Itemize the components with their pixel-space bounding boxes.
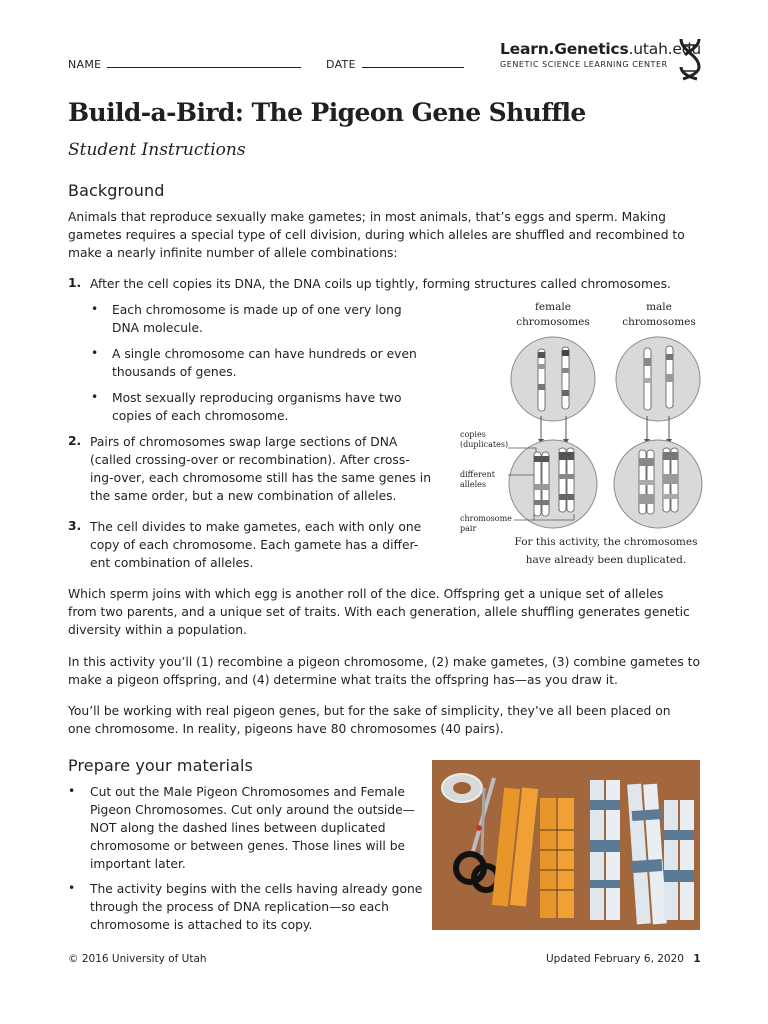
bullet-line: thousands of genes.: [112, 365, 237, 379]
bullet-line: A single chromosome can have hundreds or even: [112, 347, 417, 361]
male-chromosomes-label: [614, 300, 704, 330]
paragraph-line: In this activity you’ll (1) recombine a pigeon chromosome, (2) make gametes, (3) combine gametes to: [68, 655, 701, 669]
male-cell-duplicated: [614, 440, 702, 528]
background-heading: Background: [68, 181, 165, 200]
page-title: Build-a-Bird: The Pigeon Gene Shuffle: [68, 98, 586, 127]
background-intro: [68, 208, 708, 262]
logo-subtitle: GENETIC SCIENCE LEARNING CENTER: [500, 60, 668, 69]
label-line: different: [460, 470, 496, 479]
bullet-line: chromosome or between genes. Those lines will be: [90, 839, 406, 853]
step-1-text: After the cell copies its DNA, the DNA coils up tightly, forming structures called chromosomes.: [90, 277, 671, 291]
bullet-line: Pigeon Chromosomes. Cut only around the outside—: [90, 803, 415, 817]
bullet-line: through the process of DNA replication—so each: [90, 900, 389, 914]
step-1-bullet-2: [112, 345, 432, 381]
learn-genetics-logo: [500, 40, 701, 69]
step-2-number: 2.: [68, 434, 82, 448]
activity-paragraph: [68, 653, 708, 689]
offspring-paragraph: [68, 585, 708, 639]
bullet-line: important later.: [90, 857, 186, 871]
label-line: copies: [460, 430, 486, 439]
date-label: DATE: [326, 58, 356, 71]
materials-bullet-1: [90, 783, 430, 873]
label-line: chromosome: [460, 514, 512, 523]
tape-roll-icon: [442, 774, 482, 802]
date-field: [326, 58, 464, 71]
step-line: the same order, but a new combination of alleles.: [90, 489, 397, 503]
step-line: (called crossing-over or recombination). After cross-: [90, 453, 410, 467]
figure-caption: [506, 533, 706, 569]
footer-copyright: © 2016 University of Utah: [68, 953, 207, 965]
materials-photo: [432, 760, 700, 930]
bullet-line: Most sexually reproducing organisms have two: [112, 391, 402, 405]
step-line: ing-over, each chromosome still has the same genes in: [90, 471, 432, 485]
copies-label: [460, 430, 508, 450]
step-3-text: [90, 518, 440, 572]
caption-line: For this activity, the chromosomes: [514, 536, 698, 548]
page-number: 1: [693, 953, 701, 965]
female-cell-duplicated: [509, 440, 597, 528]
bullet-line: NOT along the dashed lines between duplicated: [90, 821, 386, 835]
label-line: pair: [460, 524, 477, 533]
intro-line: make a nearly infinite number of allele combinations:: [68, 246, 398, 260]
dna-helix-icon: [675, 37, 705, 81]
bullet-line: copies of each chromosome.: [112, 409, 289, 423]
label-line: chromosomes: [622, 316, 696, 328]
bullet-line: chromosome is attached to its copy.: [90, 918, 313, 932]
label-line: chromosomes: [516, 316, 590, 328]
label-line: female: [535, 301, 571, 313]
chromosome-figure: [456, 298, 716, 578]
bullet-dot: •: [91, 302, 99, 316]
name-label: NAME: [68, 58, 102, 71]
step-line: Pairs of chromosomes swap large sections of DNA: [90, 435, 398, 449]
date-blank[interactable]: [362, 67, 464, 68]
paragraph-line: one chromosome. In reality, pigeons have 80 chromosomes (40 pairs).: [68, 722, 504, 736]
materials-bullet-2: [90, 880, 430, 934]
bullet-line: Each chromosome is made up of one very long: [112, 303, 402, 317]
intro-line: Animals that reproduce sexually make gametes; in most animals, that’s eggs and sperm. Making: [68, 210, 666, 224]
step-1-bullet-1: [112, 301, 432, 337]
materials-illustration: [432, 760, 700, 930]
caption-line: have already been duplicated.: [525, 554, 687, 566]
logo-domain-text: .utah.edu: [628, 40, 702, 58]
label-line: alleles: [460, 480, 487, 489]
name-blank[interactable]: [107, 67, 301, 68]
step-line: copy of each chromosome. Each gamete has a differ-: [90, 538, 419, 552]
paragraph-line: make a pigeon offspring, and (4) determine what traits the offspring has—as you draw it.: [68, 673, 618, 687]
female-chromosomes-label: [508, 300, 598, 330]
name-field: [68, 58, 301, 71]
footer-updated: [546, 953, 701, 965]
materials-heading: Prepare your materials: [68, 756, 253, 775]
bullet-dot: •: [68, 881, 76, 895]
step-3-number: 3.: [68, 519, 82, 533]
paragraph-line: diversity within a population.: [68, 623, 247, 637]
bullet-line: The activity begins with the cells having already gone: [90, 882, 423, 896]
step-2-text: [90, 433, 440, 505]
paragraph-line: Which sperm joins with which egg is another roll of the dice. Offspring get a unique set of alleles: [68, 587, 664, 601]
chromosome-pair-label: [460, 514, 512, 534]
step-1-bullet-3: [112, 389, 432, 425]
bullet-line: DNA molecule.: [112, 321, 203, 335]
step-line: The cell divides to make gametes, each with only one: [90, 520, 422, 534]
alleles-label: [460, 470, 495, 490]
intro-line: gametes requires a special type of cell division, during which alleles are shuffled and recombined to: [68, 228, 685, 242]
bullet-dot: •: [91, 390, 99, 404]
label-line: (duplicates): [460, 440, 509, 449]
male-cell-before: [616, 337, 700, 421]
bullet-dot: •: [68, 784, 76, 798]
updated-date: Updated February 6, 2020: [546, 953, 684, 965]
step-1-number: 1.: [68, 276, 82, 290]
step-line: ent combination of alleles.: [90, 556, 254, 570]
paragraph-line: from two parents, and a unique set of traits. With each generation, allele shuffling generates genetic: [68, 605, 690, 619]
page-subtitle: Student Instructions: [68, 140, 246, 160]
bullet-line: Cut out the Male Pigeon Chromosomes and Female: [90, 785, 405, 799]
label-line: male: [646, 301, 672, 313]
genes-paragraph: [68, 702, 708, 738]
logo-main-text: Learn.Genetics: [500, 40, 629, 58]
paragraph-line: You’ll be working with real pigeon genes, but for the sake of simplicity, they’ve all been placed on: [68, 704, 671, 718]
bullet-dot: •: [91, 346, 99, 360]
female-cell-before: [511, 337, 595, 421]
